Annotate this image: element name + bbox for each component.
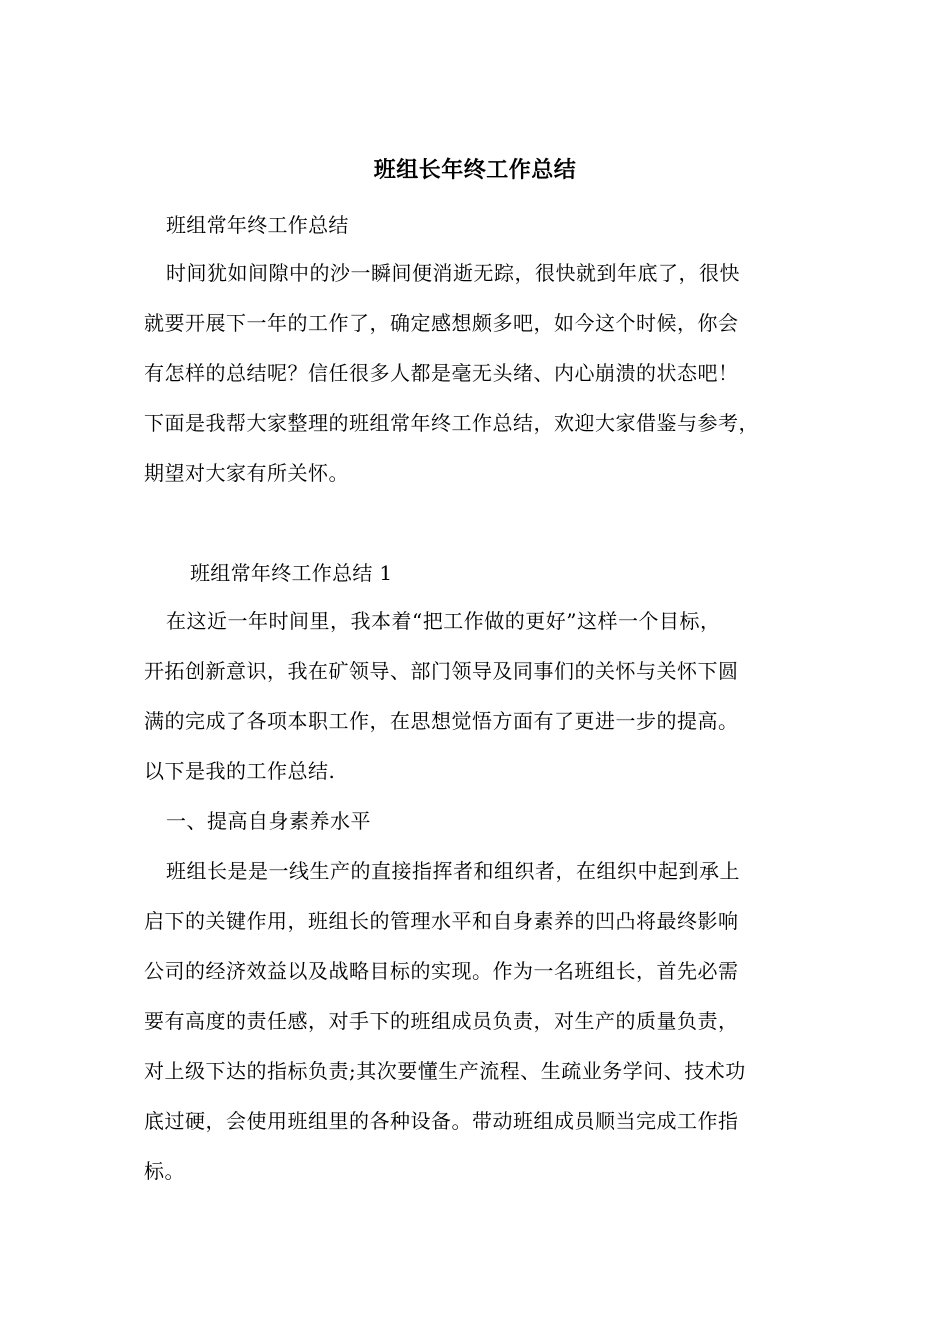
section-heading: 班组常年终工作总结 1: [190, 561, 393, 585]
intro-line: 下面是我帮大家整理的班组常年终工作总结，欢迎大家借鉴与参考，: [144, 411, 759, 435]
intro-line: 时间犹如间隙中的沙一瞬间便消逝无踪，很快就到年底了，很快: [166, 261, 740, 285]
section-line: 满的完成了各项本职工作，在思想觉悟方面有了更进一步的提高。: [144, 709, 739, 733]
intro-line: 有怎样的总结呢？信任很多人都是毫无头绪、内心崩溃的状态吧！: [144, 361, 739, 385]
point-line: 班组长是是一线生产的直接指挥者和组织者，在组织中起到承上: [166, 859, 740, 883]
section-line: 开拓创新意识，我在矿领导、部门领导及同事们的关怀与关怀下圆: [144, 659, 739, 683]
document-subtitle: 班组常年终工作总结: [166, 213, 349, 237]
point-line: 要有高度的责任感，对手下的班组成员负责，对生产的质量负责，: [144, 1009, 739, 1033]
document-title: 班组长年终工作总结: [373, 157, 577, 183]
point-line: 公司的经济效益以及战略目标的实现。作为一名班组长，首先必需: [144, 959, 739, 983]
point-line: 对上级下达的指标负责;其次要懂生产流程、生疏业务学问、技术功: [144, 1059, 746, 1083]
point-line: 标。: [144, 1159, 185, 1183]
point-line: 启下的关键作用，班组长的管理水平和自身素养的凹凸将最终影响: [144, 909, 739, 933]
point-line: 底过硬，会使用班组里的各种设备。带动班组成员顺当完成工作指: [144, 1109, 739, 1133]
section-line: 以下是我的工作总结.: [144, 759, 336, 783]
intro-line: 就要开展下一年的工作了，确定感想颇多吧，如今这个时候，你会: [144, 311, 739, 335]
intro-line: 期望对大家有所关怀。: [144, 461, 349, 485]
section-line: 在这近一年时间里，我本着“把工作做的更好”这样一个目标，: [166, 609, 721, 633]
point-heading: 一、提高自身素养水平: [166, 809, 371, 833]
